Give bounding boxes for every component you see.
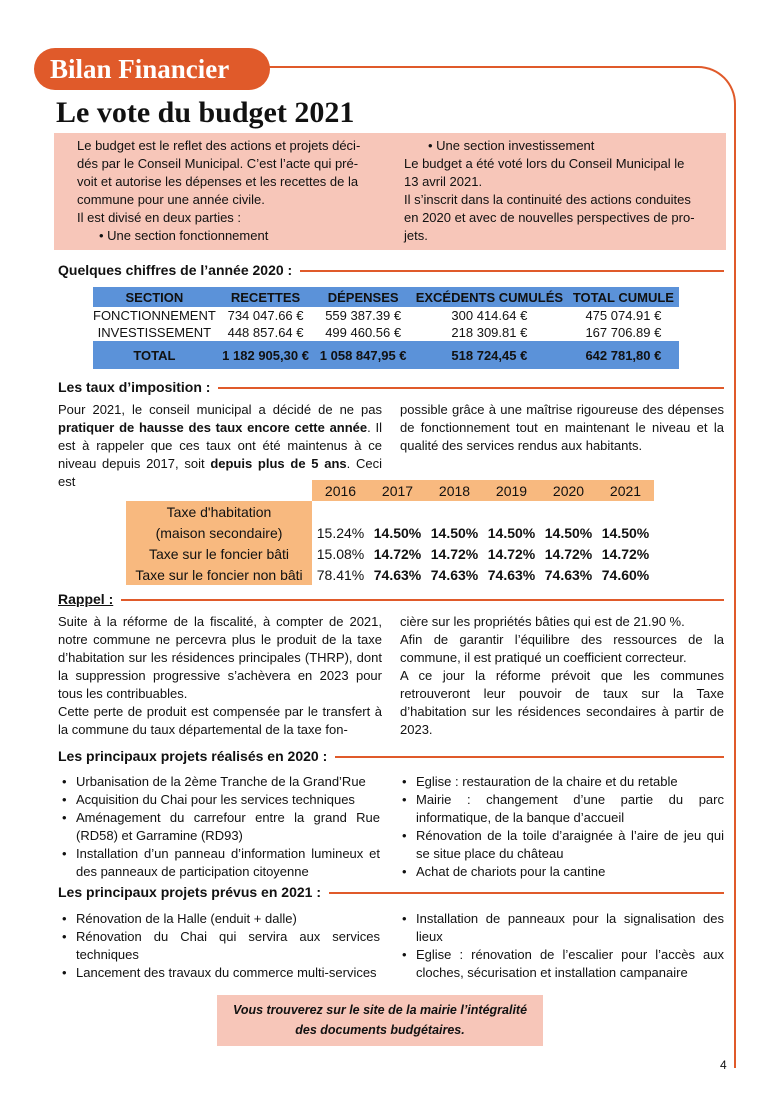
paragraph: [58, 401, 382, 491]
table-row: [126, 501, 654, 522]
year-header: 2016: [312, 480, 369, 501]
table-cell: 448 857.64 €: [227, 325, 304, 340]
section-heading-taux: [58, 379, 724, 395]
table-cell: 167 706.89 €: [585, 325, 662, 340]
table-row: [126, 564, 654, 585]
table-cell: 734 047.66 €: [227, 308, 304, 323]
column-header: DÉPENSES: [315, 287, 411, 307]
intro-line: voit et autorise les dépenses et les recettes de la: [77, 174, 359, 189]
row-label: Taxe sur le foncier bâti: [126, 543, 312, 564]
table-cell: 218 309.81 €: [451, 325, 528, 340]
rate-cell: 74.63%: [373, 566, 422, 583]
rate-cell: 14.72%: [601, 545, 650, 562]
intro-line: en 2020 et avec de nouvelles perspectives de pro-: [404, 210, 695, 225]
tax-rate-table: [126, 480, 654, 585]
table-cell: 499 460.56 €: [325, 325, 402, 340]
column-header: TOTAL CUMULE: [568, 287, 679, 307]
section-heading-realises: [58, 748, 724, 764]
divider: [329, 892, 724, 894]
rate-cell: 74.60%: [601, 566, 650, 583]
rappel-text-right: [400, 613, 724, 739]
divider: [121, 599, 724, 601]
rate-cell: 14.72%: [544, 545, 593, 562]
section-heading-rappel: [58, 591, 724, 607]
rate-cell: 14.50%: [373, 524, 422, 541]
list-item: • Acquisition du Chai pour les services techniques: [62, 791, 380, 809]
text-run: Pour 2021, le conseil municipal a décidé de ne pas: [58, 402, 382, 417]
intro-line: jets.: [404, 228, 428, 243]
rate-cell: 14.50%: [430, 524, 479, 541]
year-header: 2021: [597, 480, 654, 501]
intro-line: Le budget a été voté lors du Conseil Municipal le: [404, 156, 685, 171]
rate-cell: 14.50%: [544, 524, 593, 541]
intro-line: Le budget est le reflet des actions et projets déci-: [77, 138, 361, 153]
paragraph: Suite à la réforme de la fiscalité, à compter de 2021, notre commune ne percevra plus le produit de la taxe d’habitation sur les résidences principales (THRP), dont la suppression progressive s’achèvera en 2023 pour tous les contribuables.: [58, 614, 382, 701]
page-title: Le vote du budget 2021: [56, 96, 355, 129]
rate-cell: 78.41%: [316, 566, 365, 583]
section-heading-text: Les taux d’imposition :: [58, 379, 211, 395]
rate-cell: 15.24%: [316, 524, 365, 541]
list-item: • Eglise : rénovation de l’escalier pour l’accès aux cloches, sécurisation et installation campanaire: [402, 946, 724, 982]
taux-text-left: [58, 401, 382, 491]
page-number: 4: [720, 1058, 727, 1072]
table-cell: 300 414.64 €: [451, 308, 528, 323]
prevus-list-left: [62, 910, 380, 982]
table-header-row: [93, 287, 679, 307]
paragraph: Afin de garantir l’équilibre des ressources de la commune, il est pratiqué un coefficient correcteur.: [400, 632, 724, 665]
rate-cell: 14.72%: [430, 545, 479, 562]
intro-right: [404, 137, 714, 245]
list-item: • Lancement des travaux du commerce multi-services: [62, 964, 380, 982]
rate-cell: 14.72%: [487, 545, 536, 562]
prevus-list-right: [402, 910, 724, 982]
emphasis: pratiquer de hausse des taux encore cette année: [58, 420, 368, 435]
row-label: Taxe sur le foncier non bâti: [126, 564, 312, 585]
intro-bullet: • Une section investissement: [428, 138, 595, 153]
paragraph: A ce jour la réforme prévoit que les communes retrouveront leur pouvoir de taux sur la Taxe d’habitation sur les résidences secondaires à partir de 2023.: [400, 668, 724, 737]
table-cell: 1 058 847,95 €: [315, 341, 411, 369]
paragraph: Cette perte de produit est compensée par le transfert à la commune du taux départemental de la taxe fon-: [58, 704, 382, 737]
table-row: [126, 522, 654, 543]
rate-cell: 15.08%: [316, 545, 365, 562]
list-item: • Eglise : restauration de la chaire et du retable: [402, 773, 724, 791]
table-cell: 518 724,45 €: [411, 341, 568, 369]
list-item: • Mairie : changement d’une partie du parc informatique, de la banque d’accueil: [402, 791, 724, 827]
year-header: 2019: [483, 480, 540, 501]
table-cell: 642 781,80 €: [568, 341, 679, 369]
rate-cell: 74.63%: [430, 566, 479, 583]
year-header: 2017: [369, 480, 426, 501]
list-item: • Rénovation de la toile d’araignée à l’aire de jeu qui se situe place du château: [402, 827, 724, 863]
list-item: • Rénovation de la Halle (enduit + dalle): [62, 910, 380, 928]
website-note: [217, 995, 543, 1046]
divider: [300, 270, 724, 272]
realises-list-right: [402, 773, 724, 881]
emphasis: depuis plus de 5 ans: [210, 456, 347, 471]
intro-line: 13 avril 2021.: [404, 174, 483, 189]
section-heading-text: Rappel :: [58, 591, 114, 607]
text-run: . Il est à rappeler que ces taux ont été maintenus à ce niveau depuis 2017, soit: [58, 420, 382, 471]
intro-box: [54, 133, 726, 250]
note-line: des documents budgétaires.: [295, 1023, 465, 1037]
intro-line: commune pour une année civile.: [77, 192, 265, 207]
list-item: • Installation de panneaux pour la signalisation des lieux: [402, 910, 724, 946]
rate-cell: 14.72%: [373, 545, 422, 562]
taux-text-right: [400, 401, 724, 455]
rate-cell: 74.63%: [487, 566, 536, 583]
list-item: • Installation d’un panneau d’information lumineux et des panneaux de participation citoyenne: [62, 845, 380, 881]
intro-line: Il s’inscrit dans la continuité des actions conduites: [404, 192, 691, 207]
section-heading-text: Les principaux projets réalisés en 2020 :: [58, 748, 328, 764]
table-row: [126, 543, 654, 564]
table-row: [93, 307, 679, 324]
table-cell: TOTAL: [93, 341, 216, 369]
intro-left: [77, 137, 377, 245]
table-cell: 559 387.39 €: [325, 308, 402, 323]
realises-list-left: [62, 773, 380, 881]
list-item: • Rénovation du Chai qui servira aux services techniques: [62, 928, 380, 964]
list-item: • Urbanisation de la 2ème Tranche de la Grand’Rue: [62, 773, 380, 791]
text-run: . Ceci est: [58, 456, 383, 489]
rate-cell: 14.50%: [601, 524, 650, 541]
table-row: [93, 324, 679, 341]
table-total-row: [93, 341, 679, 369]
column-header: SECTION: [93, 287, 216, 307]
note-line: Vous trouverez sur le site de la mairie l’intégralité: [232, 1003, 528, 1017]
section-heading-text: Quelques chiffres de l’année 2020 :: [58, 262, 293, 278]
section-badge: Bilan Financier: [34, 48, 270, 90]
rate-cell: 14.50%: [487, 524, 536, 541]
intro-bullet: • Une section fonctionnement: [99, 228, 269, 243]
rate-cell: 74.63%: [544, 566, 593, 583]
paragraph: possible grâce à une maîtrise rigoureuse des dépenses de fonctionnement tout en maintenant le niveau et la qualité des services rendus aux habitants.: [400, 402, 724, 453]
year-header: 2018: [426, 480, 483, 501]
table-cell: FONCTIONNEMENT: [93, 308, 216, 323]
list-item: • Aménagement du carrefour entre la grand Rue (RD58) et Garramine (RD93): [62, 809, 380, 845]
paragraph: cière sur les propriétés bâties qui est de 21.90 %.: [400, 614, 685, 629]
section-heading-prevus: [58, 884, 724, 900]
divider: [218, 387, 724, 389]
section-heading-text: Les principaux projets prévus en 2021 :: [58, 884, 321, 900]
column-header: EXCÉDENTS CUMULÉS: [411, 287, 568, 307]
row-label: (maison secondaire): [126, 522, 312, 543]
table-cell: [126, 480, 312, 501]
table-cell: INVESTISSEMENT: [97, 325, 212, 340]
list-item: • Achat de chariots pour la cantine: [402, 863, 724, 881]
divider: [335, 756, 724, 758]
section-heading-chiffres: [58, 262, 724, 278]
intro-line: dés par le Conseil Municipal. C’est l’acte qui pré-: [77, 156, 359, 171]
table-header-row: [126, 480, 654, 501]
table-cell: 1 182 905,30 €: [216, 341, 316, 369]
row-label: Taxe d'habitation: [126, 501, 312, 522]
budget-table: [93, 287, 679, 369]
year-header: 2020: [540, 480, 597, 501]
table-cell: [312, 501, 654, 522]
rappel-text-left: [58, 613, 382, 739]
intro-line: Il est divisé en deux parties :: [77, 210, 242, 225]
table-cell: 475 074.91 €: [585, 308, 662, 323]
column-header: RECETTES: [216, 287, 316, 307]
